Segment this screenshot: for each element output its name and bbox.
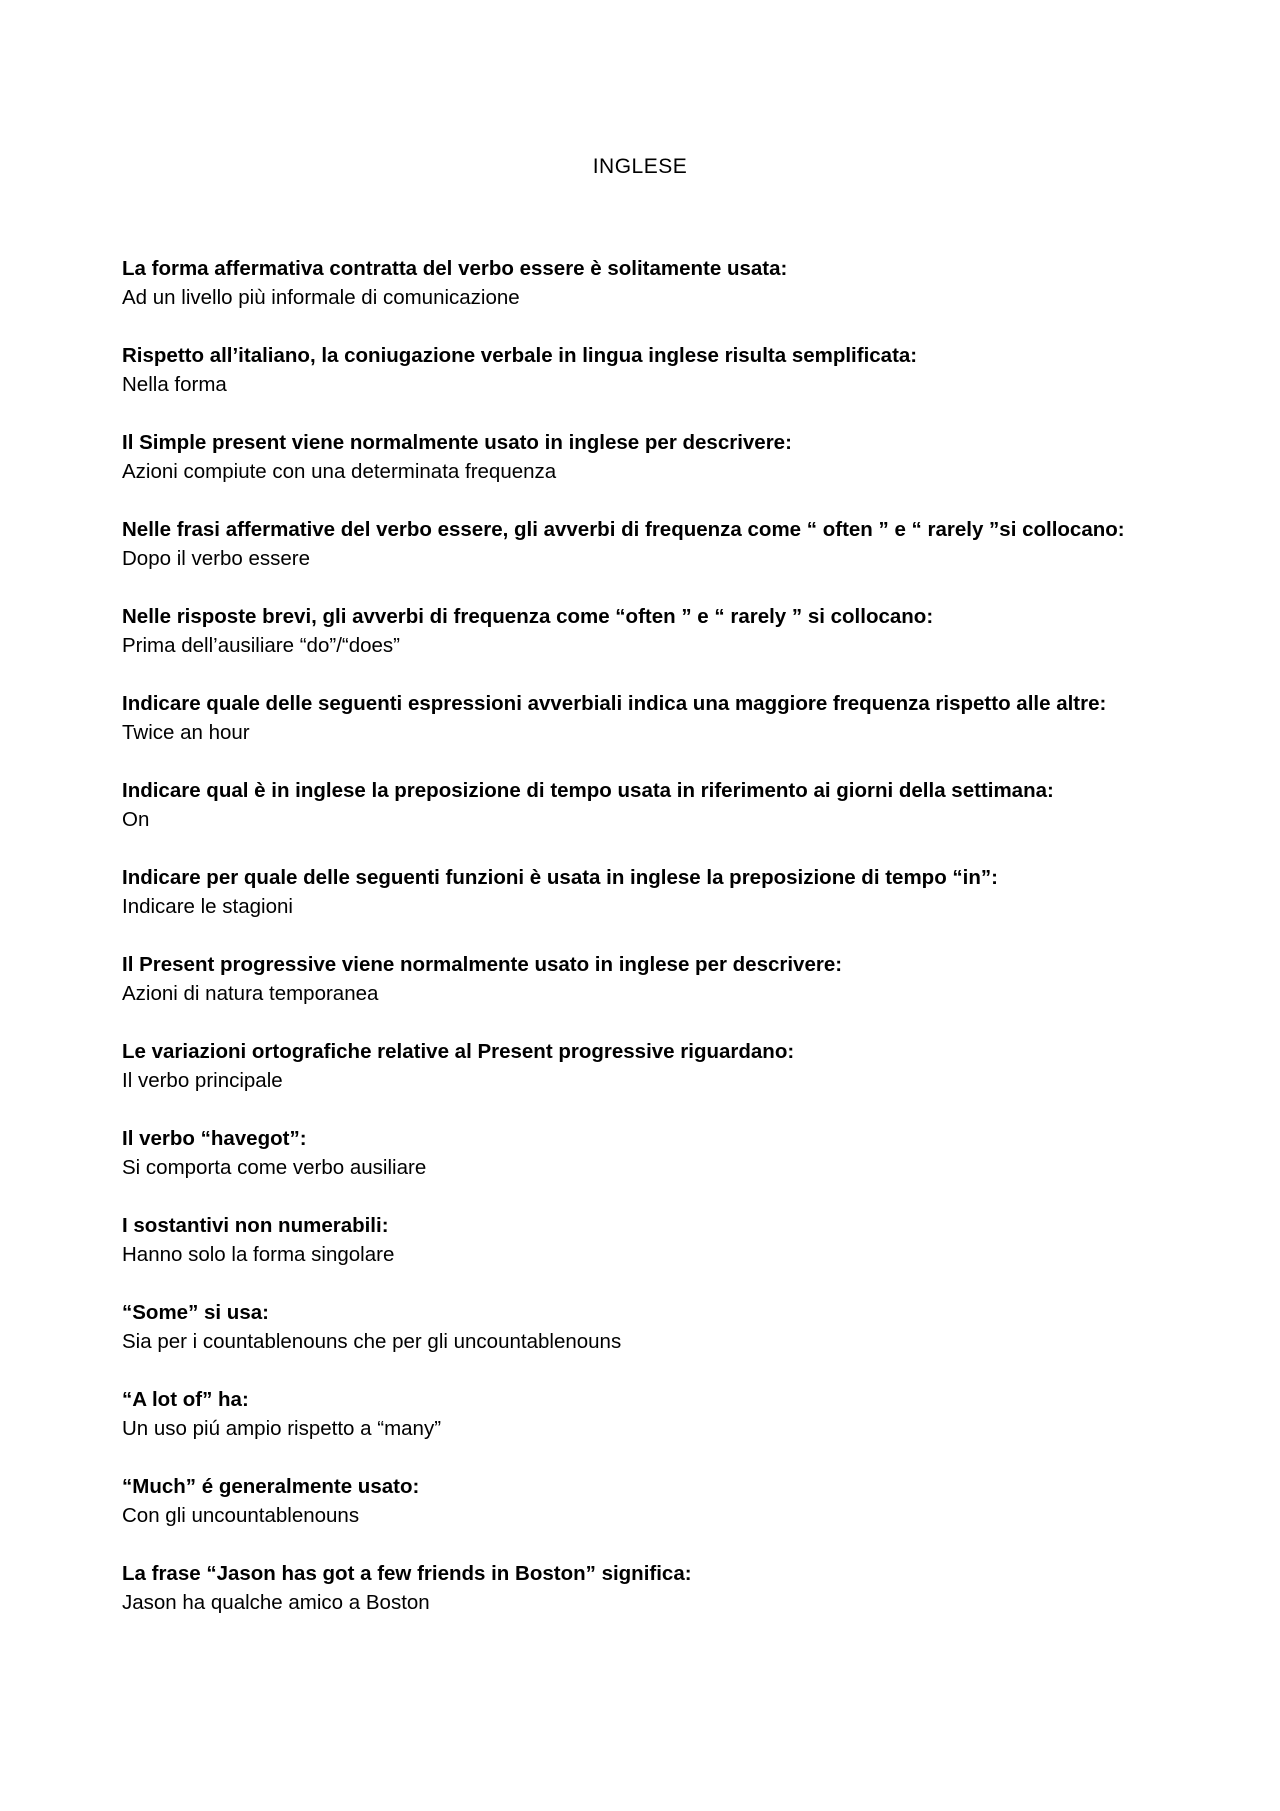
answer-text: Twice an hour — [122, 721, 250, 744]
list-item — [122, 1211, 1242, 1298]
answer-text: Ad un livello più informale di comunicazione — [122, 286, 520, 309]
answer-text: On — [122, 808, 150, 831]
list-item — [122, 602, 1242, 689]
list-item — [122, 1472, 1242, 1559]
question-text: “Some” si usa: — [122, 1301, 269, 1324]
answer-text: Con gli uncountablenouns — [122, 1504, 360, 1527]
question-text: Le variazioni ortografiche relative al Present progressive riguardano: — [122, 1040, 795, 1063]
question-text: “Much” é generalmente usato: — [122, 1475, 420, 1498]
question-text: Nelle frasi affermative del verbo essere, gli avverbi di frequenza come “ often ” e “ rarely ”si collocano: — [122, 518, 1125, 541]
question-text: “A lot of” ha: — [122, 1388, 249, 1411]
question-text: Nelle risposte brevi, gli avverbi di frequenza come “often ” e “ rarely ” si collocano: — [122, 605, 934, 628]
answer-text: Azioni di natura temporanea — [122, 982, 379, 1005]
page-title: INGLESE — [592, 155, 688, 178]
list-item — [122, 950, 1242, 1037]
answer-text: Si comporta come verbo ausiliare — [122, 1156, 427, 1179]
answer-text: Nella forma — [122, 373, 227, 396]
answer-text: Dopo il verbo essere — [122, 547, 311, 570]
answer-text: Prima dell’ausiliare “do”/“does” — [122, 634, 400, 657]
question-text: Il Simple present viene normalmente usato in inglese per descrivere: — [122, 431, 792, 454]
answer-text: Indicare le stagioni — [122, 895, 293, 918]
list-item — [122, 1298, 1242, 1385]
question-text: I sostantivi non numerabili: — [122, 1214, 389, 1237]
question-text: Indicare qual è in inglese la preposizione di tempo usata in riferimento ai giorni della settimana: — [122, 779, 1054, 802]
question-text: Il Present progressive viene normalmente usato in inglese per descrivere: — [122, 953, 843, 976]
question-text: Rispetto all’italiano, la coniugazione verbale in lingua inglese risulta semplificata: — [122, 344, 918, 367]
answer-text: Il verbo principale — [122, 1069, 283, 1092]
question-text: Il verbo “havegot”: — [122, 1127, 307, 1150]
list-item — [122, 689, 1242, 776]
question-text: La forma affermativa contratta del verbo essere è solitamente usata: — [122, 257, 788, 280]
list-item — [122, 341, 1242, 428]
question-answer-list — [122, 254, 1242, 1646]
question-text: Indicare quale delle seguenti espressioni avverbiali indica una maggiore frequenza rispetto alle altre: — [122, 692, 1107, 715]
question-text: Indicare per quale delle seguenti funzioni è usata in inglese la preposizione di tempo “in”: — [122, 866, 998, 889]
list-item — [122, 1124, 1242, 1211]
list-item — [122, 776, 1242, 863]
list-item — [122, 254, 1242, 341]
answer-text: Jason ha qualche amico a Boston — [122, 1591, 430, 1614]
answer-text: Azioni compiute con una determinata frequenza — [122, 460, 557, 483]
question-text: La frase “Jason has got a few friends in Boston” significa: — [122, 1562, 692, 1585]
list-item — [122, 428, 1242, 515]
answer-text: Sia per i countablenouns che per gli uncountablenouns — [122, 1330, 622, 1353]
list-item — [122, 1559, 1242, 1646]
answer-text: Hanno solo la forma singolare — [122, 1243, 395, 1266]
list-item — [122, 1037, 1242, 1124]
list-item — [122, 863, 1242, 950]
list-item — [122, 515, 1242, 602]
answer-text: Un uso piú ampio rispetto a “many” — [122, 1417, 442, 1440]
list-item — [122, 1385, 1242, 1472]
